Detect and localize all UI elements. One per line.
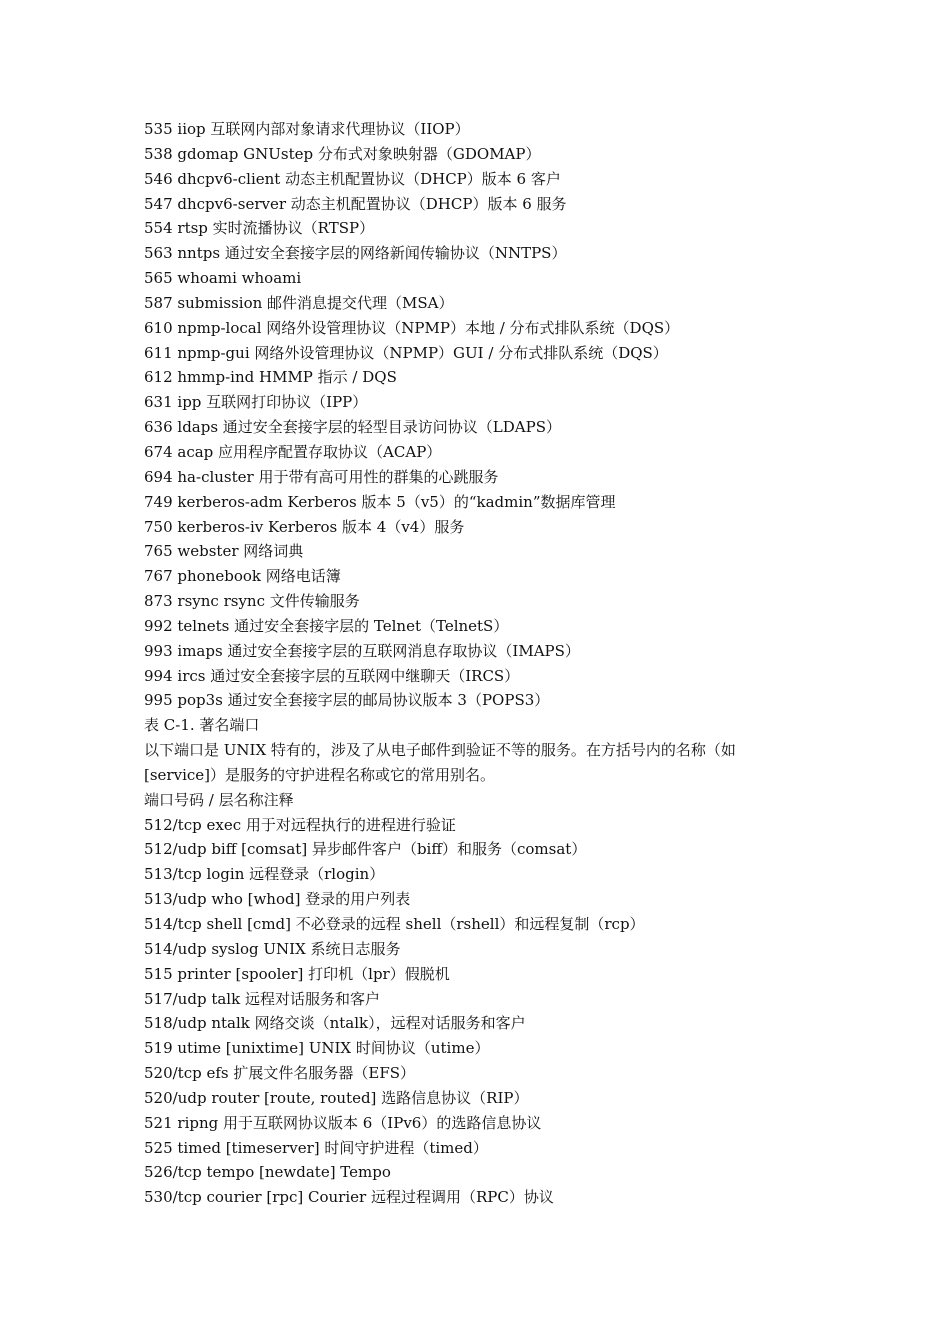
text-line: 517/udp talk 远程对话服务和客户	[144, 989, 380, 1008]
table-caption: 表 C-1. 著名端口	[144, 716, 260, 735]
text-line: 521 ripng 用于互联网协议版本 6（IPv6）的选路信息协议	[144, 1113, 542, 1132]
text-line: 530/tcp courier [rpc] Courier 远程过程调用（RPC）协议	[144, 1188, 554, 1207]
text-line: 750 kerberos-iv Kerberos 版本 4（v4）服务	[144, 517, 465, 536]
text-line: 767 phonebook 网络电话簿	[144, 567, 341, 586]
text-line: [service]）是服务的守护进程名称或它的常用别名。	[144, 765, 496, 784]
text-line: 514/udp syslog UNIX 系统日志服务	[144, 939, 401, 958]
text-line: 519 utime [unixtime] UNIX 时间协议（utime）	[144, 1039, 490, 1058]
text-line: 749 kerberos-adm Kerberos 版本 5（v5）的“kadmin”数据库管理	[144, 492, 616, 511]
text-line: 526/tcp tempo [newdate] Tempo	[144, 1163, 391, 1182]
text-line: 514/tcp shell [cmd] 不必登录的远程 shell（rshell）和远程复制（rcp）	[144, 915, 645, 933]
text-line: 546 dhcpv6-client 动态主机配置协议（DHCP）版本 6 客户	[144, 169, 561, 188]
text-line: 612 hmmp-ind HMMP 指示 / DQS	[144, 368, 397, 387]
text-line: 674 acap 应用程序配置存取协议（ACAP）	[144, 442, 442, 461]
text-line: 994 ircs 通过安全套接字层的互联网中继聊天（IRCS）	[144, 666, 520, 685]
text-line: 547 dhcpv6-server 动态主机配置协议（DHCP）版本 6 服务	[144, 194, 567, 213]
text-line: 513/udp who [whod] 登录的用户列表	[144, 890, 411, 909]
text-line: 563 nntps 通过安全套接字层的网络新闻传输协议（NNTPS）	[144, 244, 567, 263]
text-line: 611 npmp-gui 网络外设管理协议（NPMP）GUI / 分布式排队系统（DQS）	[144, 343, 668, 362]
text-line: 565 whoami whoami	[144, 269, 302, 288]
text-line: 518/udp ntalk 网络交谈（ntalk），远程对话服务和客户	[144, 1014, 526, 1033]
text-line: 554 rtsp 实时流播协议（RTSP）	[144, 219, 375, 238]
text-line: 636 ldaps 通过安全套接字层的轻型目录访问协议（LDAPS）	[144, 418, 561, 437]
text-line: 535 iiop 互联网内部对象请求代理协议（IIOP）	[144, 120, 470, 138]
text-line: 525 timed [timeserver] 时间守护进程（timed）	[144, 1138, 488, 1157]
text-line: 512/tcp exec 用于对远程执行的进程进行验证	[144, 815, 456, 834]
text-line: 513/tcp login 远程登录（rlogin）	[144, 865, 385, 884]
text-line: 694 ha-cluster 用于带有高可用性的群集的心跳服务	[144, 467, 499, 486]
text-line: 512/udp biff [comsat] 异步邮件客户（biff）和服务（comsat）	[144, 840, 587, 859]
text-line: 538 gdomap GNUstep 分布式对象映射器（GDOMAP）	[144, 144, 541, 163]
text-line: 992 telnets 通过安全套接字层的 Telnet（TelnetS）	[144, 616, 509, 635]
text-line: 587 submission 邮件消息提交代理（MSA）	[144, 293, 454, 312]
text-line: 993 imaps 通过安全套接字层的互联网消息存取协议（IMAPS）	[144, 641, 580, 660]
document-body	[144, 117, 824, 1210]
text-line: 610 npmp-local 网络外设管理协议（NPMP）本地 / 分布式排队系统（DQS）	[144, 318, 680, 337]
column-header-line: 端口号码 / 层名称注释	[144, 790, 294, 809]
text-line: 515 printer [spooler] 打印机（lpr）假脱机	[144, 964, 450, 983]
text-line: 以下端口是 UNIX 特有的，涉及了从电子邮件到验证不等的服务。在方括号内的名称（如	[144, 741, 736, 760]
text-line: 520/udp router [route, routed] 选路信息协议（RIP）	[144, 1088, 529, 1107]
text-line: 631 ipp 互联网打印协议（IPP）	[144, 393, 368, 412]
text-line: 995 pop3s 通过安全套接字层的邮局协议版本 3（POPS3）	[144, 691, 550, 710]
text-line: 520/tcp efs 扩展文件名服务器（EFS）	[144, 1064, 416, 1083]
text-line: 873 rsync rsync 文件传输服务	[144, 592, 360, 611]
text-line: 765 webster 网络词典	[144, 542, 304, 561]
